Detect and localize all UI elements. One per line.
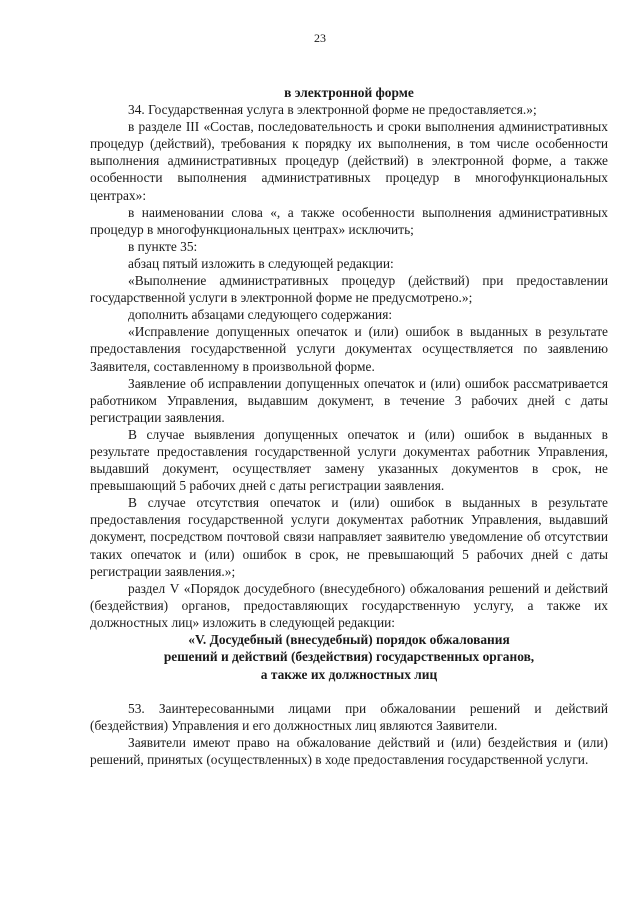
section-heading-line: а также их должностных лиц (260, 666, 438, 682)
paragraph: в пункте 35: (128, 238, 198, 254)
paragraph: 53. Заинтересованными лицами при обжаловании решений и действий (бездействия) Управления и его должностных лиц являются Заявители. (90, 700, 608, 733)
document-body (90, 84, 608, 768)
section-heading-line: решений и действий (бездействия) государственных органов, (163, 649, 535, 665)
paragraph: Заявление об исправлении допущенных опечаток и (или) ошибок рассматривается работником Управления, выдавшим документ, в течение 3 рабочих дней с даты регистрации заявления. (90, 375, 608, 425)
paragraph: дополнить абзацами следующего содержания: (128, 307, 393, 323)
paragraph: раздел V «Порядок досудебного (внесудебного) обжалования решений и действий (бездействия) органов, предоставляющих государственную услугу, а также их должностных лиц» изложить в следующей редакции: (90, 580, 608, 630)
subsection-heading: в электронной форме (284, 85, 414, 100)
section-heading-line: «V. Досудебный (внесудебный) порядок обжалования (188, 632, 510, 647)
section-heading (90, 631, 608, 683)
paragraph: Заявители имеют право на обжалование действий и (или) бездействия и (или) решений, принятых (осуществленных) в ходе предоставления государственной услуги. (90, 735, 608, 768)
paragraph: 34. Государственная услуга в электронной форме не предоставляется.»; (128, 102, 537, 118)
paragraph: в наименовании слова «, а также особенности выполнения административных процедур в многофункциональных центрах» исключить; (90, 204, 608, 237)
paragraph: в разделе III «Состав, последовательность и сроки выполнения административных процедур (действий), требования к порядку их выполнения, в том числе особенности выполнения административных процедур (действий) в электронной форме, а также особенности выполнения административных процедур в многофункциональных центрах»: (90, 119, 608, 203)
paragraph: «Выполнение административных процедур (действий) при предоставлении государственной услуги в электронной форме не предусмотрено.»; (90, 273, 608, 306)
page-number: 23 (314, 31, 326, 45)
paragraph: «Исправление допущенных опечаток и (или) ошибок в выданных в результате предоставления государственной услуги документах осуществляется по заявлению Заявителя, составленному в произвольной форме. (90, 324, 608, 374)
paragraph: В случае отсутствия опечаток и (или) ошибок в выданных в результате предоставления государственной услуги документах работник Управления, выдавший документ, посредством почтовой связи направляет заявителю уведомление об отсутствии таких опечаток и (или) ошибок в срок, не превышающий 5 рабочих дней с даты регистрации заявления.»; (90, 495, 608, 579)
paragraph: абзац пятый изложить в следующей редакции: (128, 255, 394, 271)
paragraph: В случае выявления допущенных опечаток и (или) ошибок в выданных в результате предоставления государственной услуги документах работник Управления, выдавший документ, осуществляет замену указанных документов в срок, не превышающий 5 рабочих дней с даты регистрации заявления. (90, 426, 608, 494)
